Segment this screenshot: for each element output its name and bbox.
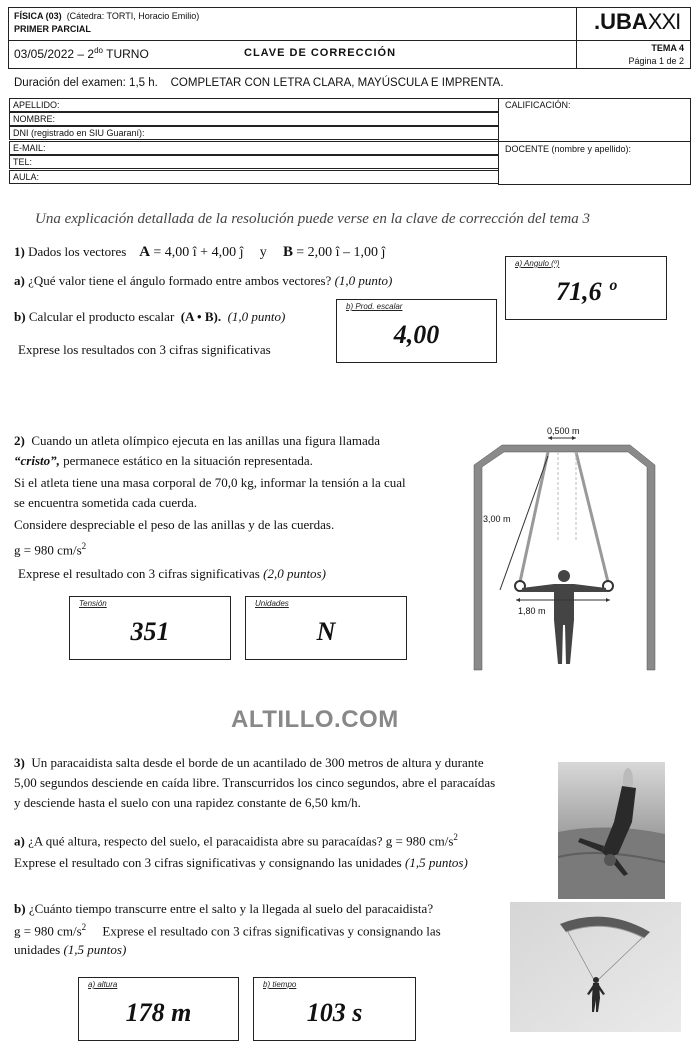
tema-label: TEMA 4 <box>651 43 684 53</box>
q1-part-a: a) ¿Qué valor tiene el ángulo formado entre ambos vectores? (1,0 punto) <box>14 273 393 288</box>
rope-left <box>520 452 548 582</box>
altura-value: 178 m <box>125 998 192 1027</box>
q2-line4: se encuentra sometida cada cuerda. <box>14 495 197 510</box>
q3-part-b-exprese2: unidades (1,5 puntos) <box>14 942 127 957</box>
nombre-field[interactable]: NOMBRE: <box>9 112 499 126</box>
prod-escalar-value: 4,00 <box>393 320 440 349</box>
answer-box-tension <box>69 596 231 660</box>
docente-label: DOCENTE (nombre y apellido): <box>505 144 632 154</box>
dni-field[interactable]: DNI (registrado en SIU Guaraní): <box>9 126 499 140</box>
skydiver-photo-freefall <box>558 762 665 899</box>
angulo-value: 71,6 º <box>556 277 616 306</box>
q2-line3: Si el atleta tiene una masa corporal de 70,0 kg, informar la tensión a la cual <box>14 475 406 490</box>
fig-top-label: 0,500 m <box>547 426 580 436</box>
page-number: Página 1 de 2 <box>628 56 684 66</box>
unidades-label: Unidades <box>255 599 289 608</box>
q1-exprese: Exprese los resultados con 3 cifras significativas <box>18 342 271 357</box>
q3-part-b-exprese: g = 980 $cm/s^2$ Exprese el resultado con 3 cifras significativas y consignando las <box>14 922 441 939</box>
angulo-label: a) Angulo (º) <box>515 259 560 268</box>
tension-value: 351 <box>130 617 170 646</box>
athlete-silhouette <box>522 570 606 664</box>
fig-bottom-label: 1,80 m <box>518 606 546 616</box>
calificacion-field[interactable] <box>498 98 691 142</box>
tel-field[interactable]: TEL: <box>9 155 499 169</box>
q1-vectors: 1) Dados los vectores A = 4,00 î + 4,00 ĵ y B = 2,00 î – 1,00 ĵ <box>14 244 386 260</box>
q2-exprese: Exprese el resultado con 3 cifras significativas (2,0 puntos) <box>18 566 326 581</box>
header-divider-v <box>576 7 577 69</box>
q3-line2: 5,00 segundos desciende en caída libre. Transcurridos los cinco segundos, abre el paracaídas <box>14 775 496 790</box>
header-divider-h <box>8 40 691 41</box>
calificacion-label: CALIFICACIÓN: <box>505 100 571 110</box>
tiempo-label: b) tiempo <box>263 980 297 989</box>
answer-box-unidades <box>245 596 407 660</box>
email-field[interactable]: E-MAIL: <box>9 141 499 155</box>
q3-line1: 3) Un paracaidista salta desde el borde de un acantilado de 300 metros de altura y durante <box>14 755 484 770</box>
altillo-watermark: ALTILLO.COM <box>231 706 399 733</box>
q3-part-b: b) ¿Cuánto tiempo transcurre entre el salto y la llegada al suelo del paracaidista? <box>14 901 434 916</box>
prod-escalar-label: b) Prod. escalar <box>346 302 403 311</box>
q3-part-a-exprese: Exprese el resultado con 3 cifras significativas y consignando las unidades (1,5 puntos) <box>14 855 468 870</box>
skydiver-photo-parachute <box>510 902 681 1032</box>
q3-line3: y desciende hasta el suelo con una rapidez constante de 6,50 km/h. <box>14 795 361 810</box>
docente-field[interactable] <box>498 141 691 185</box>
resolution-note: Una explicación detallada de la resolución puede verse en la clave de corrección del tema 3 <box>35 211 590 227</box>
q3-part-a: a) ¿A qué altura, respecto del suelo, el paracaidista abre su paracaídas? g = 980 $cm/s^2$ <box>14 832 458 849</box>
apellido-field[interactable]: APELLIDO: <box>9 98 499 112</box>
rope-right <box>576 452 608 582</box>
answer-box-prod-escalar <box>336 299 497 363</box>
aula-field[interactable]: AULA: <box>9 170 499 184</box>
q2-gravity: g = 980 $cm/s^2$ <box>14 541 87 558</box>
answer-box-angulo <box>505 256 667 320</box>
tension-label: Tensión <box>79 599 107 608</box>
uba-logo: .UBAXXI <box>594 9 681 34</box>
exam-date-turno: $03/05/2022 - 2^{do}$ TURNO <box>14 46 149 61</box>
fig-side-label: 3,00 m <box>483 514 511 524</box>
answer-box-altura <box>78 977 239 1041</box>
q2-line5: Considere despreciable el peso de las anillas y de las cuerdas. <box>14 517 335 532</box>
q2-line1: 2) Cuando un atleta olímpico ejecuta en las anillas una figura llamada <box>14 433 381 448</box>
exam-instructions: Duración del examen: 1,5 h. COMPLETAR CON LETRA CLARA, MAYÚSCULA E IMPRENTA. <box>14 77 504 89</box>
clave-title: CLAVE DE CORRECCIÓN <box>244 47 397 59</box>
exam-title: PRIMER PARCIAL <box>14 24 91 34</box>
unidades-value: N <box>316 617 336 646</box>
rings-figure <box>470 420 670 680</box>
tiempo-value: 103 s <box>306 998 363 1027</box>
q1-part-b: b) Calcular el producto escalar (A • B). (1,0 punto) <box>14 309 286 324</box>
rings-frame <box>474 445 655 670</box>
q2-line2: “cristo”, permanece estático en la situación representada. <box>14 453 313 468</box>
course-title: FÍSICA (03) (Cátedra: TORTI, Horacio Emilio) <box>14 11 200 21</box>
answer-box-tiempo <box>253 977 416 1041</box>
altura-label: a) altura <box>88 980 118 989</box>
